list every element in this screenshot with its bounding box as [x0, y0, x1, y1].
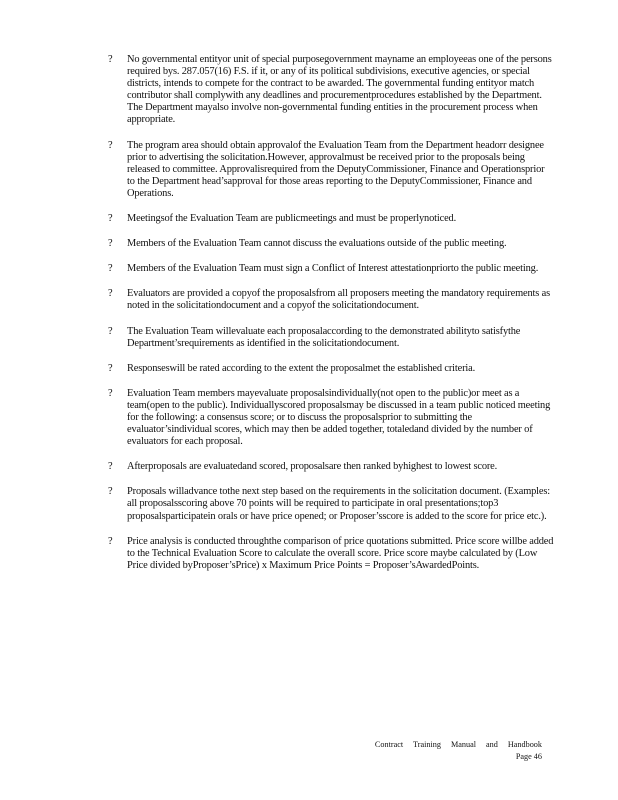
list-item-text: Members of the Evaluation Team cannot discuss the evaluations outside of the public meeting.: [127, 238, 507, 250]
bullet-marker: ?: [108, 387, 113, 399]
page-number: Page 46: [515, 752, 542, 761]
bullet-marker: ?: [108, 288, 113, 300]
page-footer: [375, 739, 542, 763]
list-item: [106, 213, 554, 225]
list-item-text: The Evaluation Team willevaluate each proposalaccording to the demonstrated abilityto satisfythe Department’srequirements as identified in the solicitationdocument.: [127, 325, 521, 349]
list-item: [106, 288, 554, 312]
list-item-text: No governmental entityor unit of special purposegovernment mayname an employeeas one of the persons required bys. 287.057(16) F.S. if it, or any of its political subdivisions, executive agencies, or special districts, intends to compete for the contract to be awarded. The governmental funding entityor match contributor shall complywith any deadlines and procurementprocedures established by the Department. The Department mayalso involve non-governmental funding entities in the procurement process when appropriate.: [127, 54, 552, 126]
list-item: [106, 461, 554, 473]
list-item: [106, 536, 554, 572]
list-item: [106, 263, 554, 275]
list-item-text: Responseswill be rated according to the extent the proposalmet the established criteria.: [127, 362, 476, 374]
list-item: [106, 363, 554, 375]
bullet-marker: ?: [108, 213, 113, 225]
list-item-text: Afterproposals are evaluatedand scored, proposalsare then ranked byhighest to lowest score.: [127, 461, 498, 473]
bullet-marker: ?: [108, 54, 113, 65]
footer-title: Contract Training Manual and Handbook: [374, 740, 542, 749]
list-item-text: Evaluation Team members mayevaluate proposalsindividually(not open to the public)or meet as a team(open to the public). Individuallyscored proposalsmay be discussed in a team public noticed meeting for the following: a consensus score; or to discuss the proposalsprior to submitting the evaluator’sindividual scores, which may then be added together, totaledand divided by the number of evaluators for each proposal.: [127, 387, 551, 448]
list-item-text: Members of the Evaluation Team must sign a Conflict of Interest attestationpriorto the public meeting.: [127, 263, 539, 275]
bullet-marker: ?: [108, 362, 113, 374]
list-item: [106, 486, 554, 522]
bullet-marker: ?: [108, 238, 113, 250]
list-item: [106, 238, 554, 250]
bullet-list: [106, 54, 554, 572]
bullet-marker: ?: [108, 325, 113, 337]
bullet-marker: ?: [108, 486, 113, 498]
bullet-marker: ?: [108, 461, 113, 473]
list-item-text: Proposals willadvance tothe next step based on the requirements in the solicitation document. (Examples: all proposalsscoring above 70 points will be required to participate in oral presentations;top3 proposalsparticipatein orals or have price opened; or Proposer’sscore is added to the score for price etc.).: [127, 486, 551, 522]
list-item-text: The program area should obtain approvalof the Evaluation Team from the Department headorr designee prior to advertising the solicitation.However, approvalmust be received prior to the proposals being released to committee. Approvalisrequired from the DeputyCommissioner, Finance and Operationsprior to the Department head’sapproval for those areas reporting to the DeputyCommissioner, Finance and Operations.: [127, 139, 545, 199]
list-item-text: Meetingsof the Evaluation Team are publicmeetings and must be properlynoticed.: [127, 213, 457, 225]
list-item: [106, 54, 554, 127]
list-item-text: Evaluators are provided a copyof the proposalsfrom all proposers meeting the mandatory requirements as noted in the solicitationdocument and a copyof the solicitationdocument.: [127, 288, 550, 312]
bullet-marker: ?: [108, 535, 113, 547]
list-item-text: Price analysis is conducted throughthe comparison of price quotations submitted. Price score willbe added to the Technical Evaluation Score to calculate the overall score. Price score maybe calculated by (Low Price divided byProposer’sPrice) x Maximum Price Points = Proposer’sAwardedPoints.: [127, 535, 554, 571]
bullet-marker: ?: [108, 263, 113, 275]
list-item: [106, 388, 554, 448]
bullet-marker: ?: [108, 139, 113, 151]
list-item: [106, 140, 554, 200]
list-item: [106, 326, 554, 350]
